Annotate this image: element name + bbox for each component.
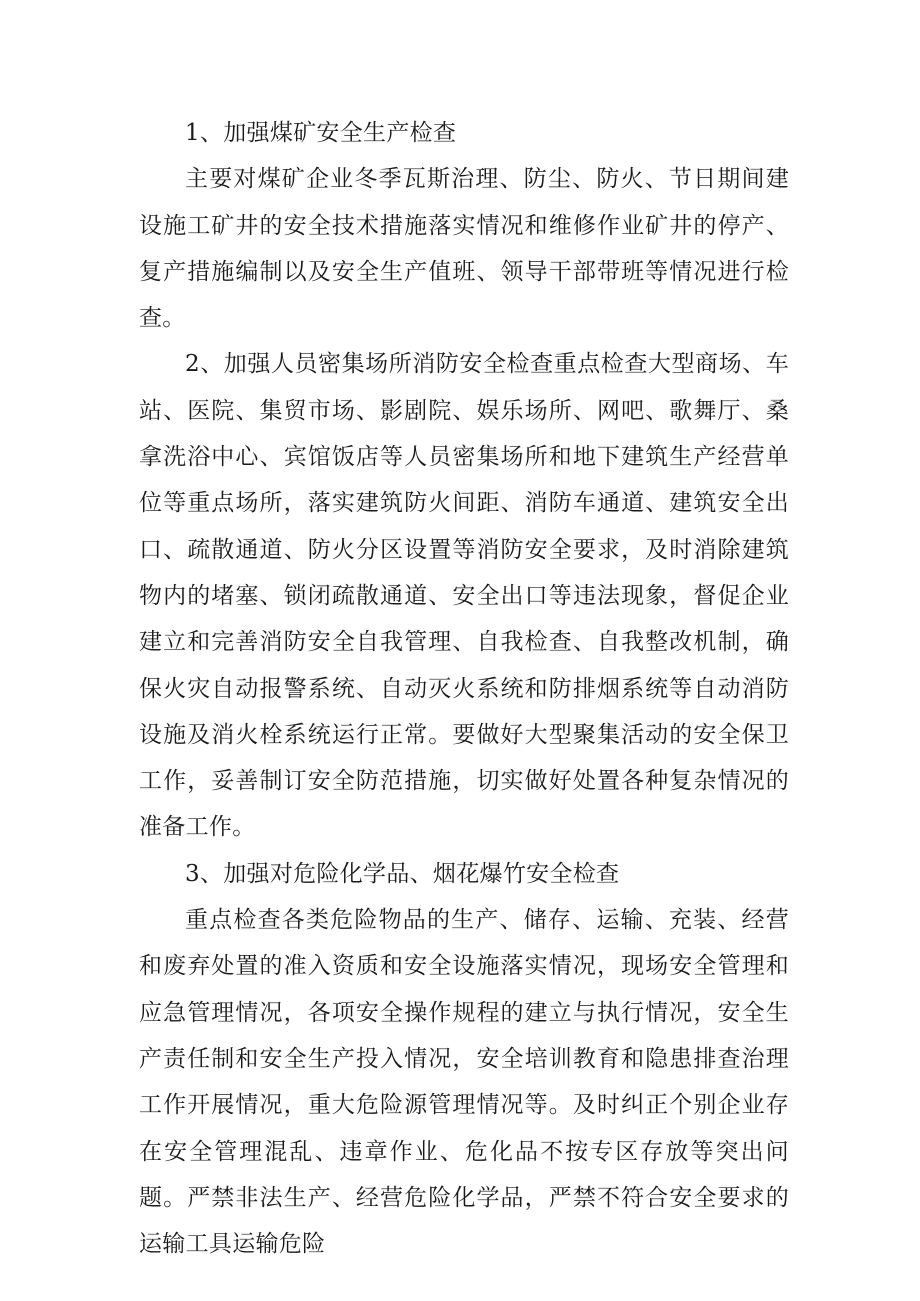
paragraph-hazardous-chemicals-inspection: 重点检查各类危险物品的生产、储存、运输、充装、经营和废弃处置的准入资质和安全设施落实情况，现场安全管理和应急管理情况，各项安全操作规程的建立与执行情况，安全生产责任制和安全生产投入情况，安全培训教育和隐患排查治理工作开展情况，重大危险源管理情况等。及时纠正个别企业存在安全管理混乱、违章作业、危化品不按专区存放等突出问题。严禁非法生产、经营危险化学品，严禁不符合安全要求的运输工具运输危险 xyxy=(139,907,789,1258)
paragraph-crowded-places-fire-safety: 2、加强人员密集场所消防安全检查重点检查大型商场、车站、医院、集贸市场、影剧院、娱乐场所、网吧、歌舞厅、桑拿洗浴中心、宾馆饭店等人员密集场所和地下建筑生产经营单位等重点场所，落实建筑防火间距、消防车通道、建筑安全出口、疏散通道、防火分区设置等消防安全要求，及时消除建筑物内的堵塞、锁闭疏散通道、安全出口等违法现象，督促企业建立和完善消防安全自我管理、自我检查、自我整改机制，确保火灾自动报警系统、自动灭火系统和防排烟系统等自动消防设施及消火栓系统运行正常。要做好大型聚集活动的安全保卫工作，妥善制订安全防范措施，切实做好处置各种复杂情况的准备工作。 xyxy=(139,351,789,841)
section-heading-coal-mine: 1、加强煤矿安全生产检查 xyxy=(185,120,457,146)
paragraph-coal-mine-inspection: 主要对煤矿企业冬季瓦斯治理、防尘、防火、节日期间建设施工矿井的安全技术措施落实情况和维修作业矿井的停产、复产措施编制以及安全生产值班、领导干部带班等情况进行检查。 xyxy=(139,166,789,332)
section-heading-hazardous-chemicals: 3、加强对危险化学品、烟花爆竹安全检查 xyxy=(185,860,620,887)
document-body xyxy=(139,110,789,1267)
